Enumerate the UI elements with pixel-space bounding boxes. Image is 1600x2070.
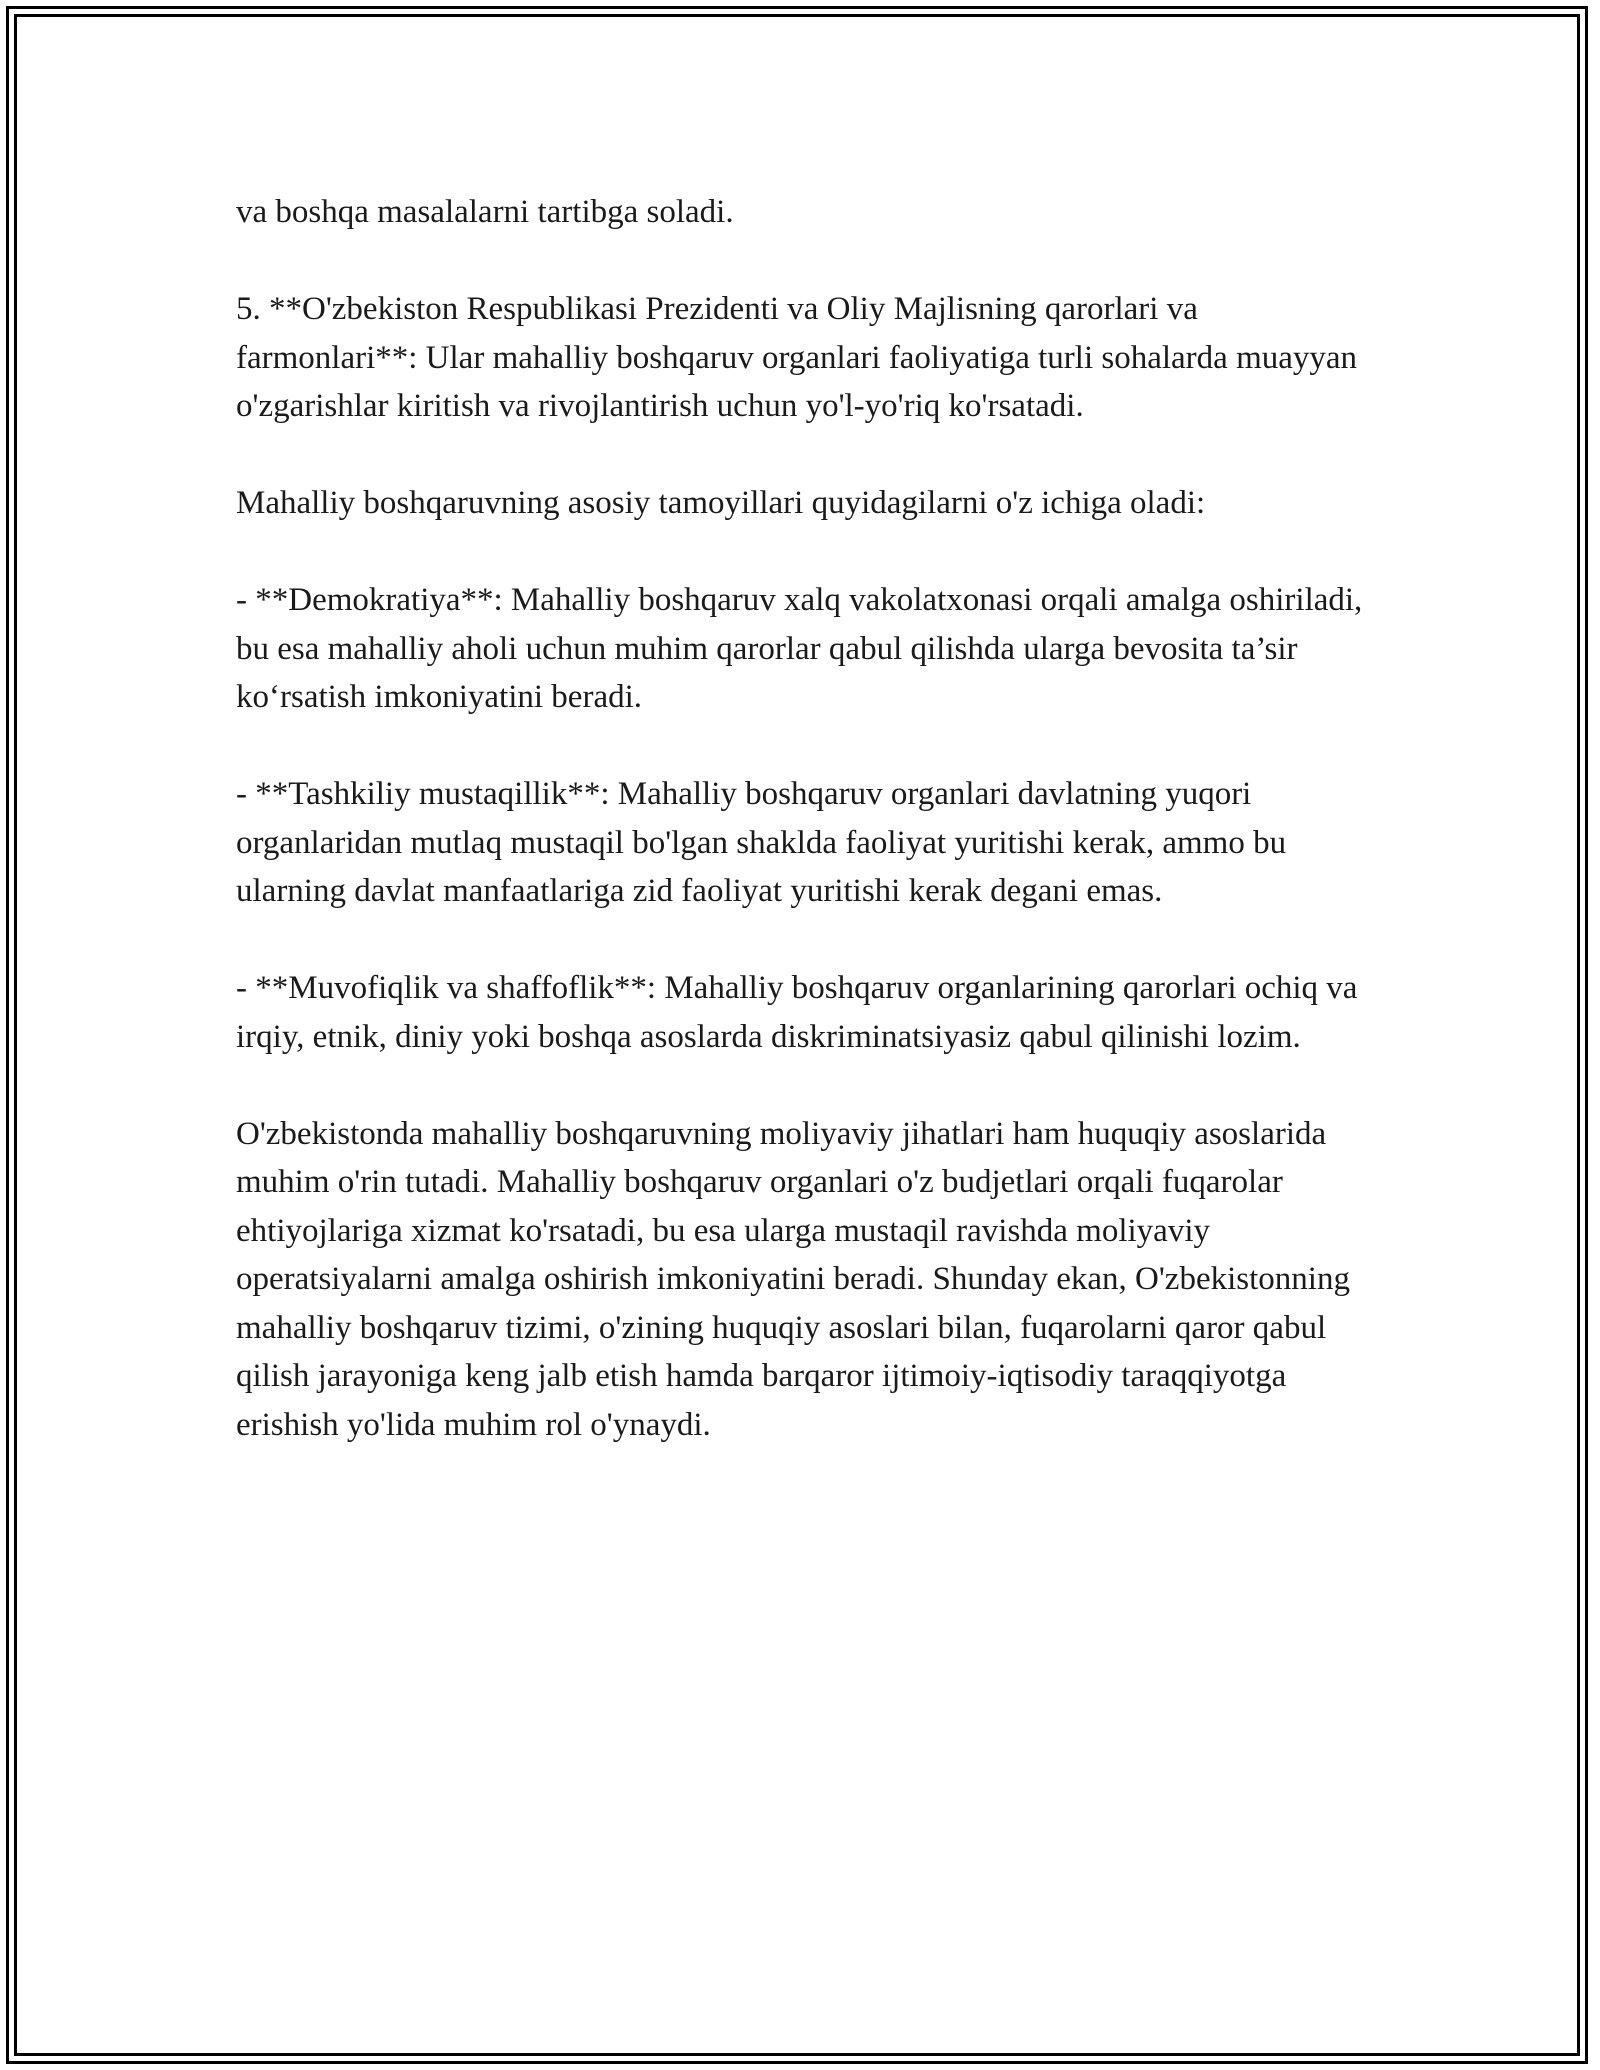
paragraph-continuation: va boshqa masalalarni tartibga soladi.: [236, 194, 734, 230]
paragraph-principle-transparency: - **Muvofiqlik va shaffoflik**: Mahalliy boshqaruv organlarining qarorlari ochiq va irqiy, etnik, diniy yoki boshqa asoslarda diskriminatsiyasiz qabul qilinishi lozim.: [236, 970, 1358, 1055]
paragraph-principles-intro: Mahalliy boshqaruvning asosiy tamoyillari quyidagilarni o'z ichiga oladi:: [236, 485, 1206, 521]
document-body: [236, 188, 1386, 1449]
paragraph-item-5-decrees: 5. **O'zbekiston Respublikasi Prezidenti va Oliy Majlisning qarorlari va farmonlari**: Ular mahalliy boshqaruv organlari faoliyatiga turli sohalarda muayyan o'zgarishlar kiritish va rivojlantirish uchun yo'l-yo'riq ko'rsatadi.: [236, 291, 1358, 424]
paragraph-principle-independence: - **Tashkiliy mustaqillik**: Mahalliy boshqaruv organlari davlatning yuqori organlaridan mutlaq mustaqil bo'lgan shaklda faoliyat yuritishi kerak, ammo bu ularning davlat manfaatlariga zid faoliyat yuritishi kerak degani emas.: [236, 776, 1287, 909]
paragraph-principle-democracy: - **Demokratiya**: Mahalliy boshqaruv xalq vakolatxonasi orqali amalga oshiriladi, bu esa mahalliy aholi uchun muhim qarorlar qabul qilishda ularga bevosita ta’sir ko‘rsatish imkoniyatini beradi.: [236, 582, 1363, 715]
paragraph-financial-aspects: O'zbekistonda mahalliy boshqaruvning moliyaviy jihatlari ham huquqiy asoslarida muhim o'rin tutadi. Mahalliy boshqaruv organlari o'z budjetlari orqali fuqarolar ehtiyojlariga xizmat ko'rsatadi, bu esa ularga mustaqil ravishda moliyaviy operatsiyalarni amalga oshirish imkoniyatini beradi. Shunday ekan, O'zbekistonning mahalliy boshqaruv tizimi, o'zining huquqiy asoslari bilan, fuqarolarni qaror qabul qilish jarayoniga keng jalb etish hamda barqaror ijtimoiy-iqtisodiy taraqqiyotga erishish yo'lida muhim rol o'ynaydi.: [236, 1115, 1350, 1443]
